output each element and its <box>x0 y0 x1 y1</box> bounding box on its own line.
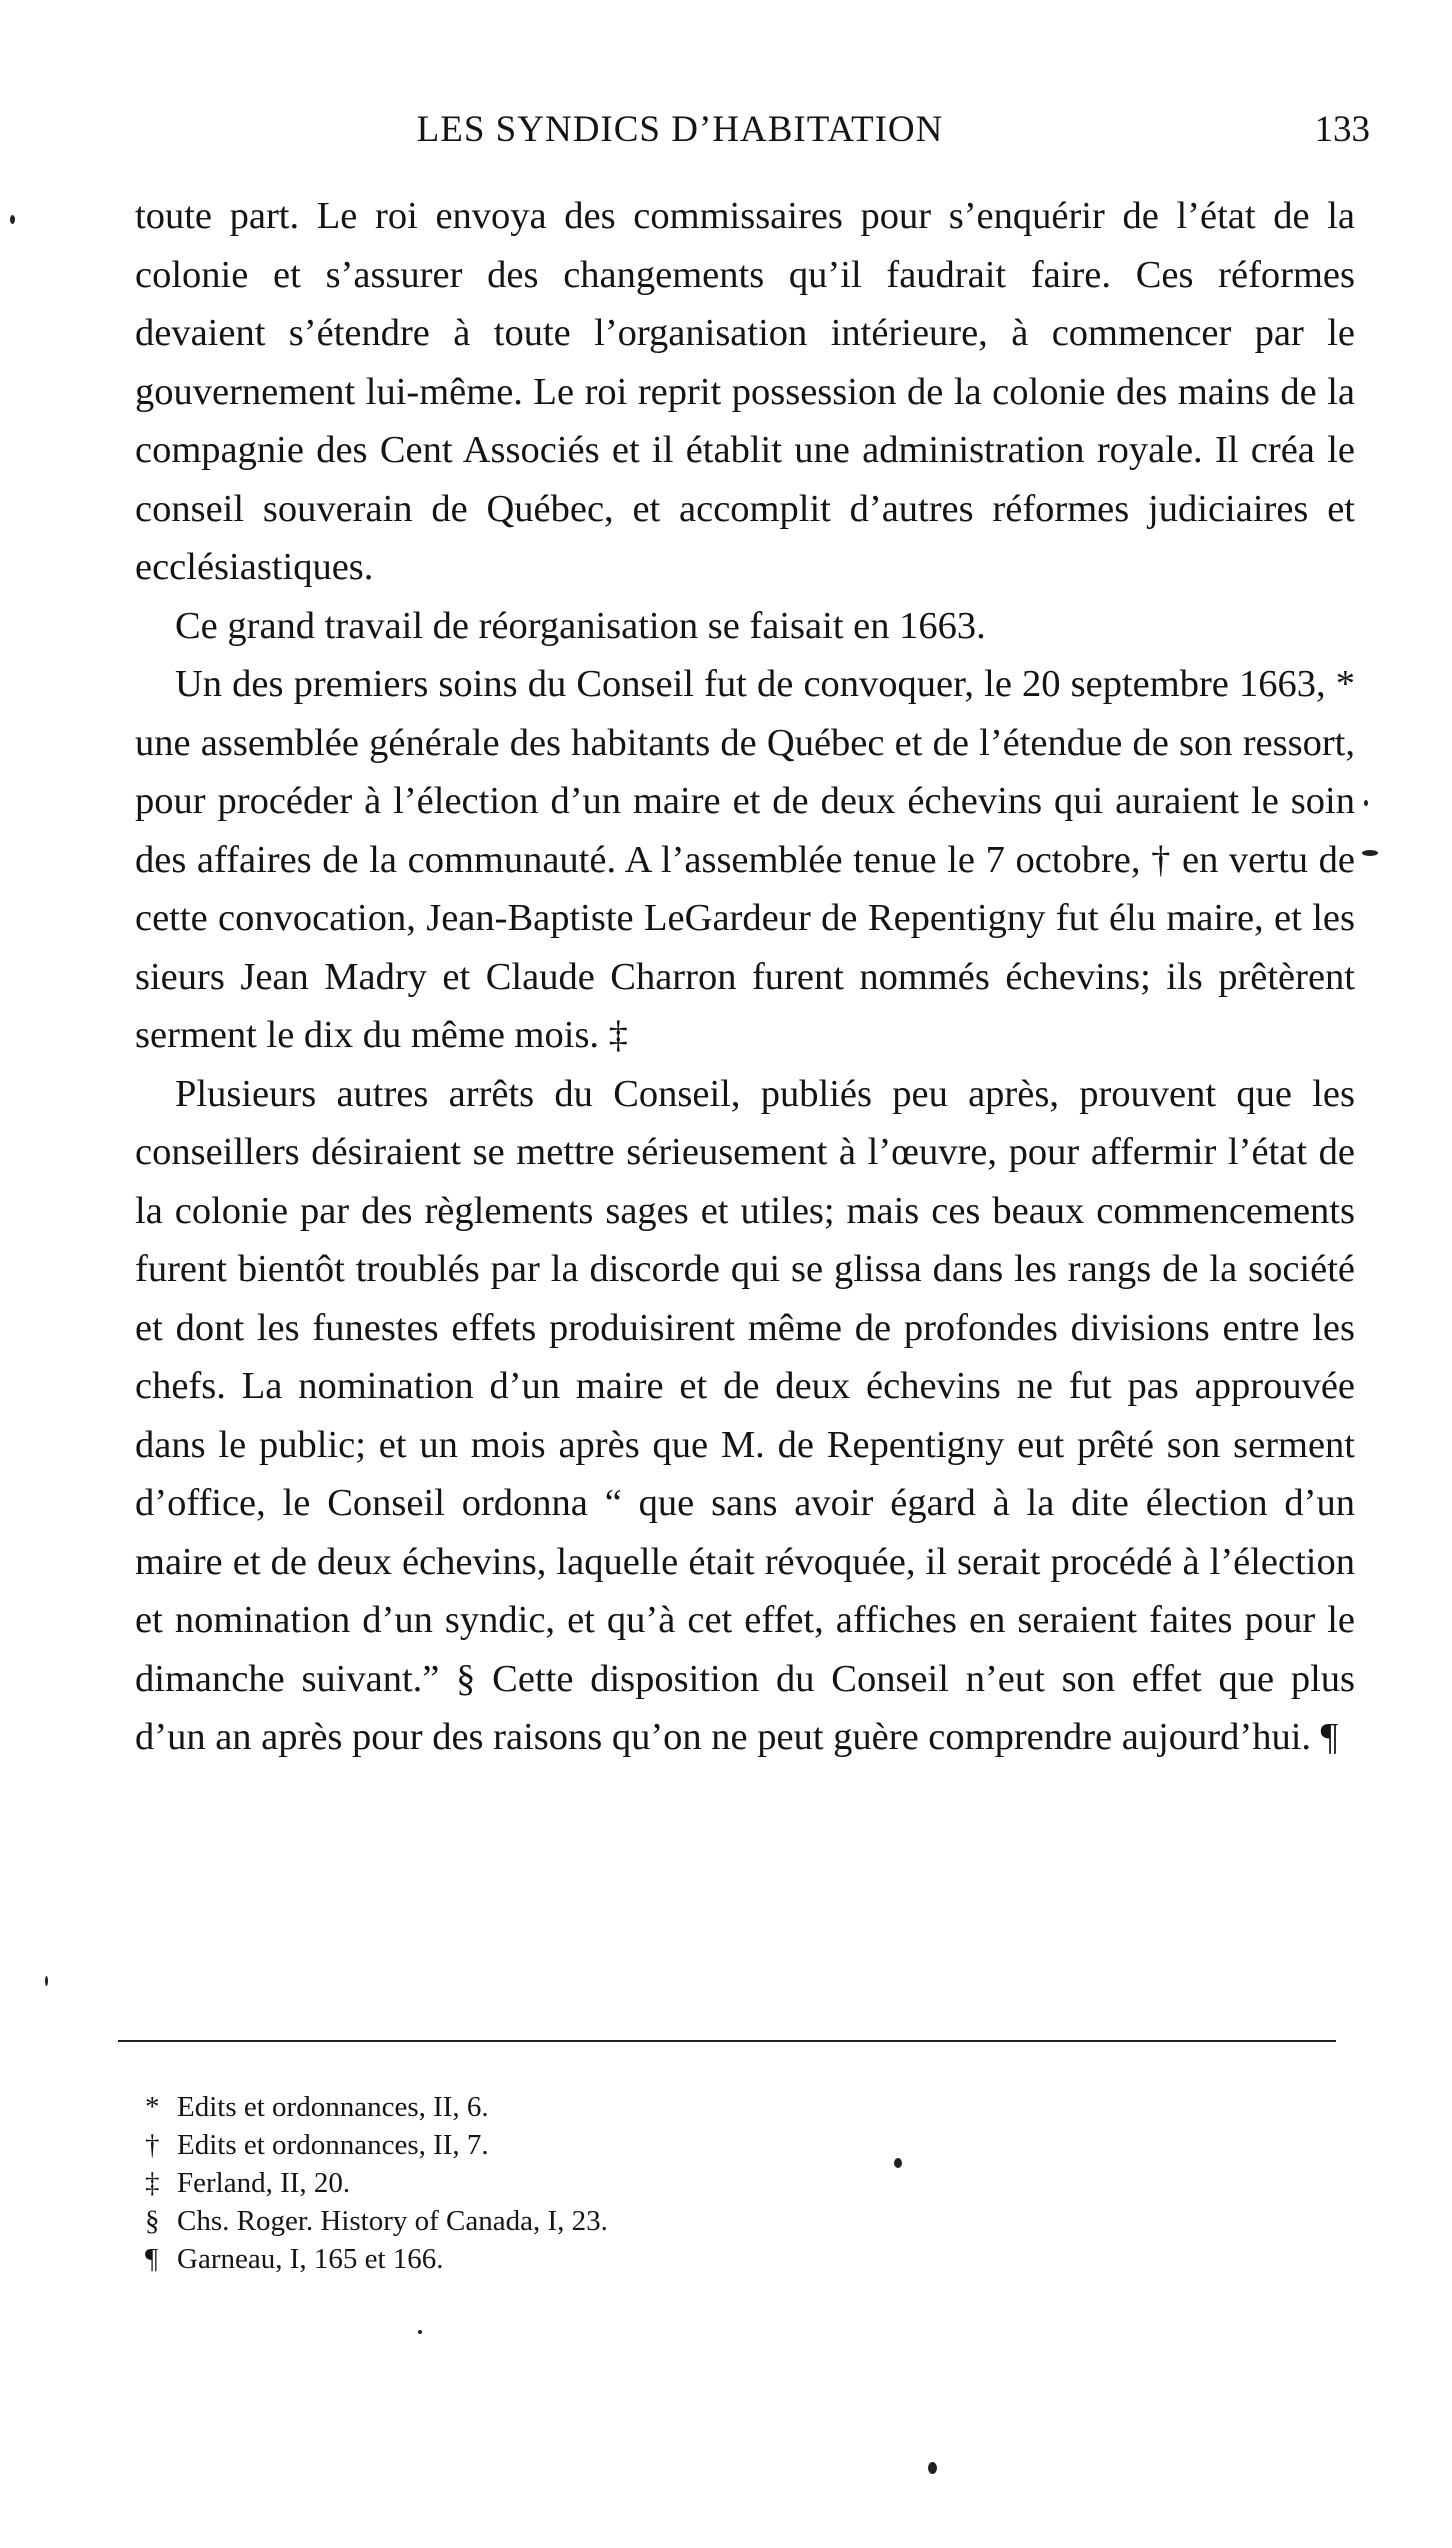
footnote-item <box>145 2126 1245 2164</box>
footnote-divider <box>118 2040 1336 2042</box>
paragraph: Un des premiers soins du Conseil fut de convoquer, le 20 septembre 1663, * une assemblée générale des habitants de Québec et de l’étendue de son ressort, pour procéder à l’élection d’un maire et de deux échevins qui auraient le soin des affaires de la communauté. A l’assemblée tenue le 7 octobre, † en vertu de cette convocation, Jean-Baptiste LeGardeur de Repentigny fut élu maire, et les sieurs Jean Madry et Claude Charron furent nommés échevins; ils prêtèrent serment le dix du même mois. ‡ <box>135 663 1355 1056</box>
footnote-text: Garneau, I, 165 et 166. <box>177 2243 444 2275</box>
running-title: LES SYNDICS D’HABITATION <box>416 109 944 150</box>
body-text <box>135 187 1355 1767</box>
scan-speck <box>10 215 15 224</box>
running-head <box>130 100 1370 160</box>
footnote-text: Chs. Roger. History of Canada, I, 23. <box>177 2205 608 2237</box>
scan-speck <box>1364 800 1368 806</box>
scan-speck <box>45 1976 48 1986</box>
footnote-text: Edits et ordonnances, II, 6. <box>177 2091 489 2123</box>
footnotes <box>145 2088 1245 2278</box>
footnote-mark: ¶ <box>145 2243 159 2275</box>
scan-speck <box>928 2462 937 2474</box>
footnote-text: Ferland, II, 20. <box>177 2167 351 2199</box>
footnote-text: Edits et ordonnances, II, 7. <box>177 2129 489 2161</box>
footnote-item <box>145 2202 1245 2240</box>
scan-speck <box>418 2330 422 2334</box>
footnote-mark: ‡ <box>145 2167 160 2199</box>
footnote-item <box>145 2240 1245 2278</box>
footnote-mark: * <box>145 2091 160 2123</box>
scan-speck <box>894 2158 902 2168</box>
page-number: 133 <box>1314 109 1370 150</box>
footnote-mark: † <box>145 2129 160 2161</box>
scan-speck <box>1362 850 1378 856</box>
paragraph: Ce grand travail de réorganisation se faisait en 1663. <box>175 604 986 647</box>
paragraph: Plusieurs autres arrêts du Conseil, publiés peu après, prouvent que les conseillers désiraient se mettre sérieusement à l’œuvre, pour affermir l’état de la colonie par des règlements sages et utiles; mais ces beaux commencements furent bientôt troublés par la discorde qui se glissa dans les rangs de la société et dont les funestes effets produisirent même de profondes divisions entre les chefs. La nomination d’un maire et de deux échevins ne fut pas approuvée dans le public; et un mois après que M. de Repentigny eut prêté son serment d’office, le Conseil ordonna “ que sans avoir égard à la dite élection d’un maire et de deux échevins, laquelle était révoquée, il serait procédé à l’élection et nomination d’un syndic, et qu’à cet effet, affiches en seraient faites pour le dimanche suivant.” § Cette disposition du Conseil n’eut son effet que plus d’un an après pour des raisons qu’on ne peut guère comprendre aujourd’hui. ¶ <box>135 1072 1355 1758</box>
paragraph-continuation: toute part. Le roi envoya des commissaires pour s’enquérir de l’état de la colonie et s’assurer des changements qu’il faudrait faire. Ces réformes devaient s’étendre à toute l’organisation intérieure, à commencer par le gouvernement lui-même. Le roi reprit possession de la colonie des mains de la compagnie des Cent Associés et il établit une administration royale. Il créa le conseil souverain de Québec, et accomplit d’autres réformes judiciaires et ecclésiastiques. <box>135 195 1355 588</box>
footnote-item <box>145 2088 1245 2126</box>
footnote-item <box>145 2164 1245 2202</box>
footnote-mark: § <box>145 2205 160 2237</box>
